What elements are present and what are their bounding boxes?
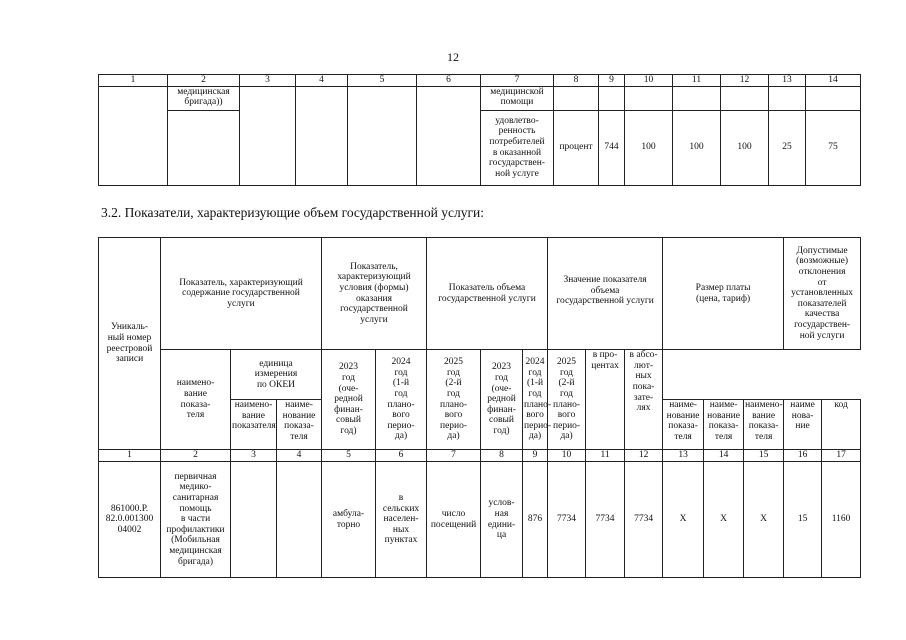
deviation-absolute-header: в абсо- лют- ных пока- зате- лях [625, 350, 663, 450]
col-number: 9 [599, 75, 625, 87]
col-number: 9 [523, 450, 548, 462]
col-number: 3 [240, 75, 296, 87]
fee-year-2023-header: 2023 год (оче- редной финан- совый год) [481, 350, 523, 450]
deviation-percent-cell: 25 [769, 110, 806, 185]
col-number: 7 [427, 450, 481, 462]
deviation-percent-header: в про- центах [586, 350, 625, 450]
col-number: 12 [721, 75, 769, 87]
registry-number-header: Уникаль- ный номер реестровой записи [99, 238, 161, 450]
deviation-absolute-cell: 1160 [822, 462, 861, 578]
unit-code-header: код [822, 400, 861, 450]
conditions-indicator-header: Показатель, характеризующий условия (формы) оказания государственной услуги [322, 238, 427, 350]
col-number: 14 [704, 450, 744, 462]
col-number: 12 [625, 450, 663, 462]
col-number: 2 [168, 75, 240, 87]
col-number: 14 [806, 75, 861, 87]
col-number: 17 [822, 450, 861, 462]
year-2023-header: 2023 год (оче- редной финан- совый год) [322, 350, 376, 450]
content-name-header: наиме- нование показа- теля [277, 400, 322, 450]
col-number: 13 [663, 450, 704, 462]
fee-cell: Х [663, 462, 704, 578]
value-cell: 100 [673, 110, 721, 185]
indicator-name-cell: число посещений [427, 462, 481, 578]
indicator-name-cell: медицинской помощи [481, 86, 554, 110]
col-number: 1 [99, 75, 168, 87]
unit-name-cell: услов- ная едини- ца [481, 462, 523, 578]
fee-cell: Х [744, 462, 784, 578]
col-number: 15 [744, 450, 784, 462]
quality-indicators-table [98, 74, 861, 186]
service-content-cell: медицинская бригада)) [168, 86, 240, 110]
volume-indicator-header: Показатель объема государственной услуги [427, 238, 548, 350]
col-number: 2 [161, 450, 231, 462]
indicator-name-cell: удовлетво- ренность потребителей в оказанной государствен- ной услуге [481, 110, 554, 185]
condition-cell: амбула- торно [322, 462, 376, 578]
value-cell: 7734 [548, 462, 586, 578]
value-cell: 7734 [625, 462, 663, 578]
service-content-cell: первичная медико- санитарная помощь в части профилактики (Мобильная медицинская бригада) [161, 462, 231, 578]
col-number: 4 [296, 75, 348, 87]
col-number: 3 [231, 450, 277, 462]
page-number: 12 [447, 50, 459, 64]
year-2024-header: 2024 год (1-й год плано- вого перио- да) [376, 350, 427, 450]
indicator-name-header: наимено- вание показа- теля [161, 350, 231, 450]
deviations-header: Допустимые (возможные) отклонения от установленных показателей качества государствен- ной услуги [784, 238, 861, 350]
unit-name-header: наиме нова- ние [784, 400, 822, 450]
fee-header: Размер платы (цена, тариф) [663, 238, 784, 350]
deviation-percent-cell: 15 [784, 462, 822, 578]
value-cell: 100 [721, 110, 769, 185]
col-number: 5 [348, 75, 417, 87]
col-number: 16 [784, 450, 822, 462]
col-number: 6 [417, 75, 481, 87]
volume-indicators-table [98, 237, 861, 578]
code-cell: 744 [599, 110, 625, 185]
unit-header: единица измерения по ОКЕИ [231, 350, 322, 400]
content-name-header: наиме- нование показа- теля [663, 400, 704, 450]
col-number: 1 [99, 450, 161, 462]
table-row [99, 462, 861, 578]
col-number: 6 [376, 450, 427, 462]
col-number: 11 [586, 450, 625, 462]
condition-name-header: наимено- вание показа- теля [744, 400, 784, 450]
column-number-row [99, 450, 861, 462]
col-number: 10 [625, 75, 673, 87]
deviation-absolute-cell: 75 [806, 110, 861, 185]
col-number: 5 [322, 450, 376, 462]
condition-cell: в сельских населен- ных пунктах [376, 462, 427, 578]
col-number: 13 [769, 75, 806, 87]
col-number: 10 [548, 450, 586, 462]
section-heading: 3.2. Показатели, характеризующие объем государственной услуги: [101, 205, 484, 220]
value-cell: 7734 [586, 462, 625, 578]
col-number: 11 [673, 75, 721, 87]
value-cell: 100 [625, 110, 673, 185]
service-content-cell [231, 462, 277, 578]
continuation-row [99, 86, 861, 110]
registry-number-cell: 861000.Р. 82.0.001300 04002 [99, 462, 161, 578]
fee-year-2024-header: 2024 год (1-й год плано- вого перио- да) [523, 350, 548, 450]
column-number-row [99, 75, 861, 87]
fee-year-2025-header: 2025 год (2-й год плано- вого перио- да) [548, 350, 586, 450]
fee-cell: Х [704, 462, 744, 578]
year-2025-header: 2025 год (2-й год плано- вого перио- да) [427, 350, 481, 450]
col-number: 8 [481, 450, 523, 462]
unit-code-cell: 876 [523, 462, 548, 578]
content-name-header: наимено- вание показателя [231, 400, 277, 450]
col-number: 4 [277, 450, 322, 462]
condition-name-header: наиме- нование показа- теля [704, 400, 744, 450]
content-indicator-header: Показатель, характеризующий содержание государственной услуги [161, 238, 322, 350]
col-number: 7 [481, 75, 554, 87]
service-content-cell [277, 462, 322, 578]
unit-cell: процент [554, 110, 599, 185]
value-header: Значение показателя объема государственной услуги [548, 238, 663, 350]
col-number: 8 [554, 75, 599, 87]
